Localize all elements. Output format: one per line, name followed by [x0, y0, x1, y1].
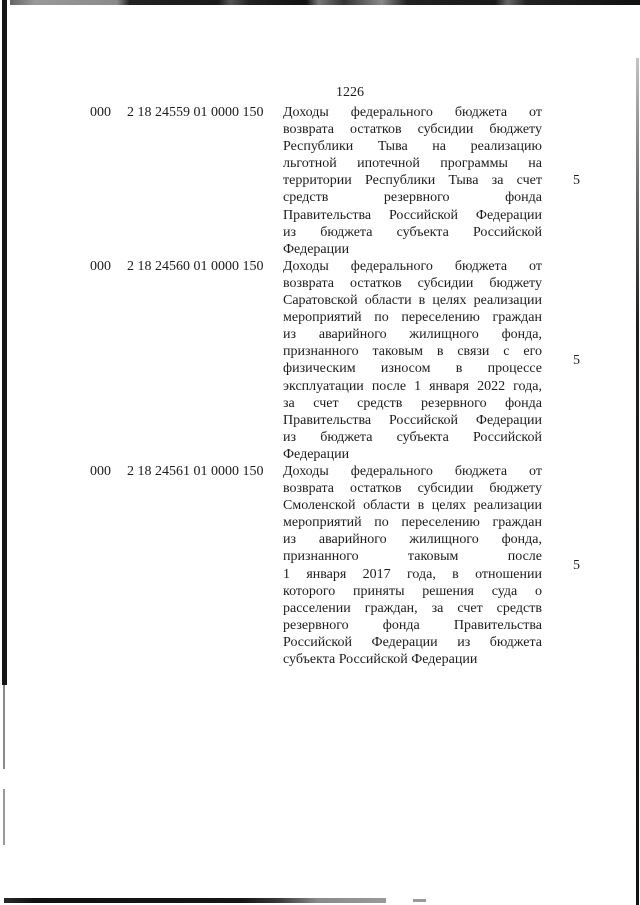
- page-number: 1226: [336, 85, 364, 100]
- budget-code-list: [90, 104, 590, 668]
- scan-edge-bottom-dash: [413, 899, 426, 902]
- description-line: эксплуатации после 1 января 2022 года,: [283, 378, 542, 394]
- description-line: Федерации: [283, 241, 350, 257]
- description-line: из бюджета субъекта Российской: [283, 429, 542, 445]
- classification-code: 2 18 24559 01 0000 150: [127, 105, 264, 120]
- scan-edge-right: [636, 58, 639, 905]
- admin-code: 000: [90, 463, 111, 479]
- admin-code: 000: [90, 258, 111, 274]
- scan-edge-left-lower: [3, 685, 5, 769]
- description-line: физическим износом в процессе: [283, 361, 542, 377]
- description-line: Доходы федерального бюджета от: [283, 105, 542, 120]
- description-line: Республики Тыва на реализацию: [283, 139, 542, 155]
- scan-edge-left: [2, 0, 7, 685]
- admin-code: 000: [90, 105, 111, 120]
- classification-code: 2 18 24561 01 0000 150: [127, 463, 264, 479]
- budget-entry: [90, 463, 590, 668]
- description-line: Саратовской области в целях реализации: [283, 293, 542, 309]
- description-line: резервного фонда Правительства: [283, 617, 542, 633]
- scan-edge-left-bottom: [3, 789, 5, 845]
- description-line: территории Республики Тыва за счет: [283, 173, 542, 189]
- description-line: мероприятий по переселению граждан: [283, 310, 542, 326]
- description-line: возврата остатков субсидии бюджету: [283, 481, 542, 497]
- scan-edge-bottom: [4, 898, 386, 903]
- description-line: Федерации: [283, 446, 350, 462]
- footnote-number: 5: [573, 557, 580, 573]
- description-line: расселении граждан, за счет средств: [283, 600, 542, 616]
- description-line: Правительства Российской Федерации: [283, 412, 542, 428]
- description-line: мероприятий по переселению граждан: [283, 515, 542, 531]
- description-line: которого приняты решения суда о: [283, 583, 542, 599]
- description-line: признанного таковым в связи с его: [283, 344, 542, 360]
- description-line: из бюджета субъекта Российской: [283, 224, 542, 240]
- description-line: возврата остатков субсидии бюджету: [283, 122, 542, 138]
- description-line: Российской Федерации из бюджета: [283, 634, 542, 650]
- description-line: Правительства Российской Федерации: [283, 207, 542, 223]
- description-line: признанного таковым после: [283, 549, 542, 565]
- entry-description: [283, 258, 542, 463]
- description-line: возврата остатков субсидии бюджету: [283, 275, 542, 291]
- description-line: средств резервного фонда: [283, 190, 542, 206]
- scan-edge-top: [10, 0, 640, 5]
- classification-code: 2 18 24560 01 0000 150: [127, 258, 264, 274]
- description-line: субъекта Российской Федерации: [283, 652, 478, 667]
- footnote-number: 5: [573, 352, 580, 368]
- footnote-number: 5: [573, 173, 580, 189]
- description-line: Доходы федерального бюджета от: [283, 463, 542, 479]
- description-line: за счет средств резервного фонда: [283, 395, 542, 411]
- description-line: из аварийного жилищного фонда,: [283, 532, 542, 548]
- entry-description: [283, 463, 542, 668]
- description-line: 1 января 2017 года, в отношении: [283, 566, 542, 582]
- description-line: из аварийного жилищного фонда,: [283, 327, 542, 343]
- entry-description: [283, 104, 542, 258]
- description-line: Смоленской области в целях реализации: [283, 498, 542, 514]
- description-line: льготной ипотечной программы на: [283, 156, 542, 172]
- budget-entry: [90, 258, 590, 463]
- budget-entry: [90, 104, 590, 258]
- description-line: Доходы федерального бюджета от: [283, 258, 542, 274]
